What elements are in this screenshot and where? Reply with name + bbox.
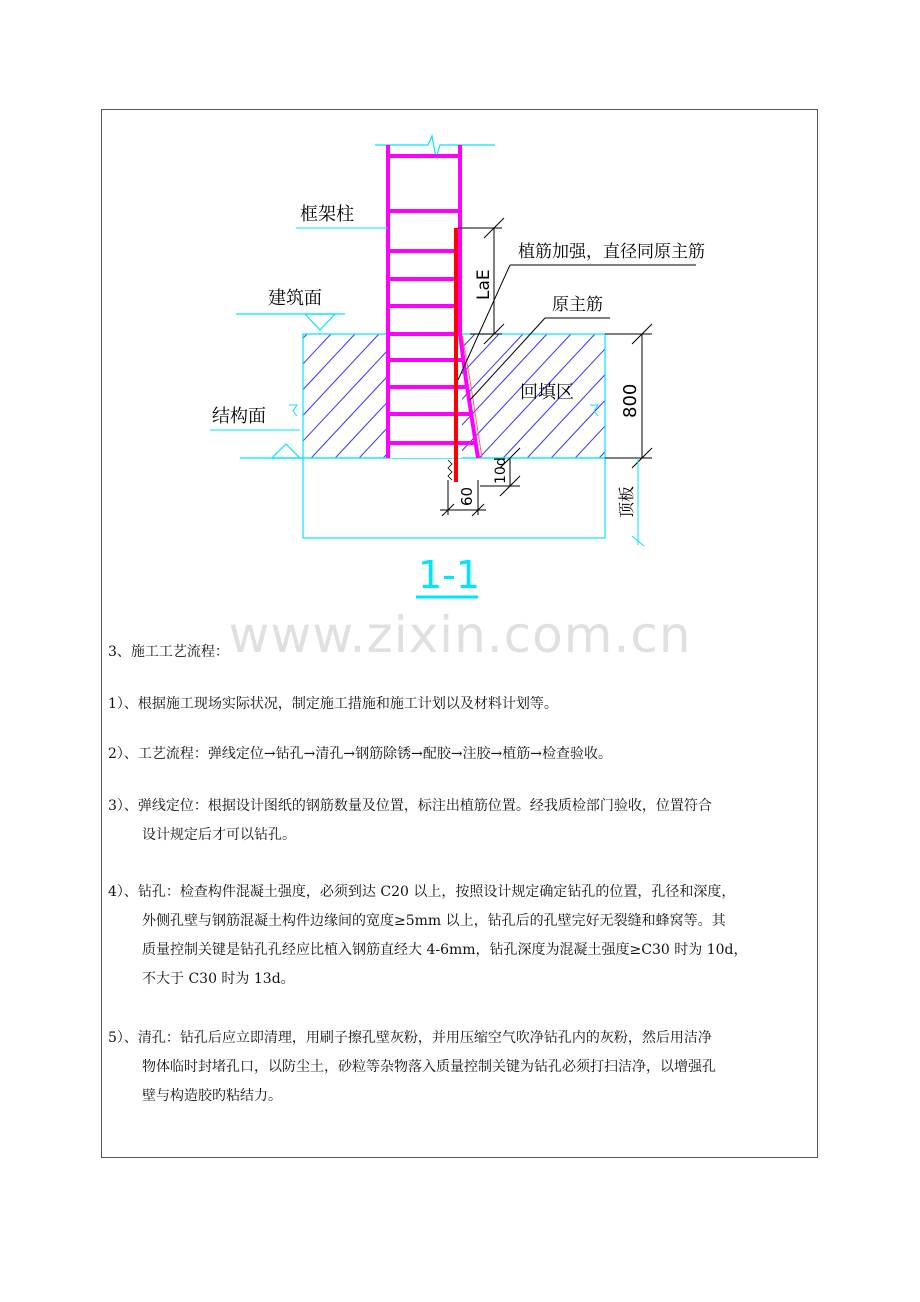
label-dim-60: 60 <box>458 486 476 506</box>
paragraph-3-line-1: 3）、弹线定位：根据设计图纸的钢筋数量及位置，标注出植筋位置。经我质检部门验收，位置符合 <box>108 798 712 814</box>
label-backfill: 回填区 <box>520 382 574 403</box>
original-rebar-bent <box>460 334 478 458</box>
paragraph-3 <box>108 792 814 850</box>
label-original-rebar: 原主筋 <box>552 295 603 315</box>
watermark: www.zixin.com.cn <box>228 606 692 664</box>
paragraph-3-line-2: 设计规定后才可以钻孔。 <box>142 827 296 843</box>
label-lae: LaE <box>474 269 494 300</box>
paragraph-5 <box>108 1024 814 1111</box>
paragraph-5-line-3: 壁与构造胶旳粘结力。 <box>142 1088 282 1104</box>
label-building-surface: 建筑面 <box>268 288 322 309</box>
paragraph-5-line-1: 5）、清孔：钻孔后应立即清理，用刷子擦孔壁灰粉，并用压缩空气吹净钻孔内的灰粉，然后用洁净 <box>108 1030 712 1046</box>
section-heading: 3、施工工艺流程： <box>108 644 229 660</box>
section-title: 1-1 <box>418 553 481 597</box>
structure-level-mark <box>272 444 300 458</box>
label-structure-surface: 结构面 <box>212 406 266 427</box>
paragraph-4 <box>108 878 814 994</box>
paragraph-1: 1）、根据施工现场实际状况，制定施工措施和施工计划以及材料计划等。 <box>108 696 558 712</box>
paragraph-2: 2）、工艺流程：弹线定位→钻孔→清孔→钢筋除锈→配胶→注胶→植筋→检查验收。 <box>108 746 613 762</box>
label-roof-slab: 顶板 <box>617 485 636 518</box>
paragraph-4-line-1: 4）、钻孔：检查构件混凝土强度，必须到达 C20 以上，按照设计规定确定钻孔的位置，孔径和深度， <box>108 884 736 900</box>
building-level-mark <box>305 314 335 330</box>
paragraph-4-line-2: 外侧孔壁与钢筋混凝土构件边缘间的宽度≥5mm 以上，钻孔后的孔壁完好无裂缝和蜂窝等。其 <box>142 913 726 929</box>
label-dim-10d: 10d <box>493 457 509 484</box>
section-drawing <box>0 0 920 620</box>
paragraph-4-line-3: 质量控制关键是钻孔孔经应比植入钢筋直经大 4-6mm，钻孔深度为混凝土强度≥C30 时为 10d， <box>142 942 748 958</box>
label-dim-800: 800 <box>620 383 641 418</box>
label-rebar-reinforce: 植筋加强，直径同原主筋 <box>518 242 705 262</box>
paragraph-4-line-4: 不大于 C30 时为 13d。 <box>142 971 295 987</box>
label-column: 框架柱 <box>300 204 354 225</box>
paragraph-5-line-2: 物体临时封堵孔口，以防尘土，砂粒等杂物落入质量控制关键为钻孔必须打扫洁净，以增强孔 <box>142 1059 716 1075</box>
